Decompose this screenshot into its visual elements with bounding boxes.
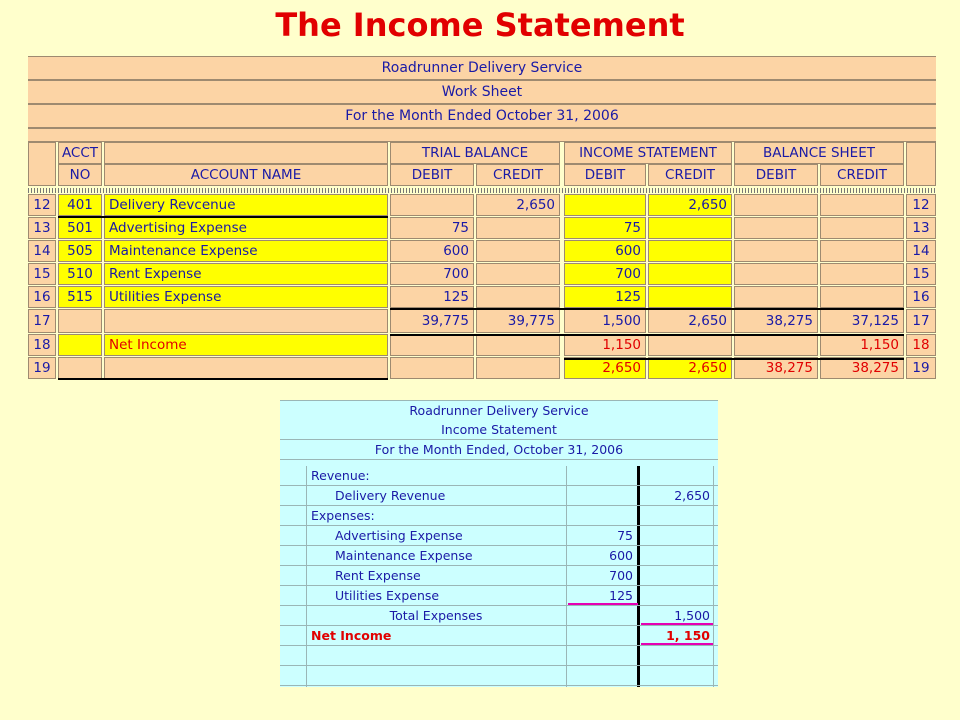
ws-row-14-tbd: 600	[390, 240, 474, 262]
ws-row-15-acct: 510	[58, 263, 102, 285]
is-line-total	[641, 586, 713, 605]
is-line	[280, 486, 718, 506]
ws-right-margin-head	[906, 142, 936, 186]
is-line-label: Delivery Revenue	[335, 488, 446, 503]
ws-rule-under-16	[390, 308, 904, 310]
ws-row-18-bsd	[734, 334, 818, 356]
ws-row-15-bsd	[734, 263, 818, 285]
ws-row-17-name	[104, 309, 388, 333]
ws-head-no: NO	[58, 164, 102, 186]
is-line-amount: 75	[617, 528, 633, 543]
is-line-label	[308, 646, 564, 665]
ws-head-acct: ACCT	[58, 142, 102, 164]
is-line-amount	[568, 486, 636, 505]
ws-row-17-bsc: 37,125	[820, 309, 904, 333]
ws-row-12-bsd	[734, 194, 818, 216]
ws-row-14-bsd	[734, 240, 818, 262]
ws-row-18-acct	[58, 334, 102, 356]
ws-row-13-bsd	[734, 217, 818, 239]
is-line-label: Maintenance Expense	[335, 548, 473, 563]
is-line-amount: 125	[609, 588, 633, 603]
is-line-total: 1,500	[674, 608, 710, 623]
is-line	[280, 586, 718, 606]
ws-row-16-tbd: 125	[390, 286, 474, 308]
ws-head-income-statement: INCOME STATEMENT	[564, 142, 732, 164]
ws-row-18-ln: 18	[28, 334, 56, 356]
is-line-total: 1, 150	[666, 628, 710, 643]
is-line	[280, 666, 718, 686]
ws-row-13-name: Advertising Expense	[104, 217, 388, 239]
ws-row-14-isd: 600	[564, 240, 646, 262]
ws-row-15-ln-right: 15	[906, 263, 936, 285]
ws-row-12-acct: 401	[58, 194, 102, 216]
ws-head-bs-debit: DEBIT	[734, 164, 818, 186]
ws-row-15-isd: 700	[564, 263, 646, 285]
ws-rule-under-17	[390, 334, 904, 336]
is-line-amount	[568, 666, 636, 685]
ws-row-12-ln: 12	[28, 194, 56, 216]
is-line	[280, 506, 718, 526]
ws-row-12-isc: 2,650	[648, 194, 732, 216]
ws-doc-title: Work Sheet	[28, 80, 936, 104]
ws-row-13-ln: 13	[28, 217, 56, 239]
ws-row-14-isc	[648, 240, 732, 262]
is-line-amount	[568, 606, 636, 625]
is-line	[280, 566, 718, 586]
ws-row-19-tbc	[476, 357, 560, 379]
ws-left-margin-head	[28, 142, 56, 186]
ws-row-13-tbd: 75	[390, 217, 474, 239]
is-line-amount	[568, 626, 636, 645]
ws-row-19-isc: 2,650	[648, 357, 732, 379]
ws-row-17-bsd: 38,275	[734, 309, 818, 333]
ws-row-15-tbd: 700	[390, 263, 474, 285]
ws-row-17-isd: 1,500	[564, 309, 646, 333]
ws-row-12-tbc: 2,650	[476, 194, 560, 216]
is-net-double-rule-top	[641, 623, 713, 625]
is-line-total	[641, 526, 713, 545]
is-doc-title: Income Statement	[280, 420, 718, 440]
is-line	[280, 466, 718, 486]
ws-row-12-bsc	[820, 194, 904, 216]
ws-row-19-tbd	[390, 357, 474, 379]
is-company: Roadrunner Delivery Service	[280, 400, 718, 421]
ws-row-18-bsc: 1,150	[820, 334, 904, 356]
is-line-total	[641, 546, 713, 565]
ws-row-18-name: Net Income	[104, 334, 388, 356]
is-line-total	[641, 646, 713, 665]
ws-head-blank	[104, 142, 388, 164]
ws-head-trial-balance: TRIAL BALANCE	[390, 142, 560, 164]
ws-row-19-ln-right: 19	[906, 357, 936, 379]
work-sheet	[28, 56, 936, 386]
is-total-underline	[568, 603, 638, 605]
ws-head-balance-sheet: BALANCE SHEET	[734, 142, 904, 164]
ws-row-16-isc	[648, 286, 732, 308]
ws-head-is-credit: CREDIT	[648, 164, 732, 186]
is-line-total	[641, 506, 713, 525]
ws-row-19-acct	[58, 357, 102, 379]
is-line-label: Net Income	[311, 628, 392, 643]
ws-row-19-bsd: 38,275	[734, 357, 818, 379]
is-line-total	[641, 566, 713, 585]
ws-row-18-isd: 1,150	[564, 334, 646, 356]
is-line-amount	[568, 646, 636, 665]
ws-row-13-tbc	[476, 217, 560, 239]
ws-row-13-bsc	[820, 217, 904, 239]
is-line-label: Total Expenses	[389, 608, 483, 623]
ws-company: Roadrunner Delivery Service	[28, 56, 936, 80]
ws-row-16-isd: 125	[564, 286, 646, 308]
ws-row-15-isc	[648, 263, 732, 285]
ws-row-13-isc	[648, 217, 732, 239]
ws-row-14-acct: 505	[58, 240, 102, 262]
ws-row-15-bsc	[820, 263, 904, 285]
ws-row-19-bsc: 38,275	[820, 357, 904, 379]
ws-row-19-isd: 2,650	[564, 357, 646, 379]
is-line-label: Rent Expense	[335, 568, 421, 583]
ws-row-15-ln: 15	[28, 263, 56, 285]
ws-row-15-name: Rent Expense	[104, 263, 388, 285]
ws-row-14-bsc	[820, 240, 904, 262]
ws-row-16-acct: 515	[58, 286, 102, 308]
ws-row-13-isd: 75	[564, 217, 646, 239]
ws-row-19-ln: 19	[28, 357, 56, 379]
ws-dotted-separator	[28, 188, 936, 193]
ws-row-12-ln-right: 12	[906, 194, 936, 216]
ws-row-15-tbc	[476, 263, 560, 285]
ws-row-18-isc	[648, 334, 732, 356]
is-line	[280, 526, 718, 546]
ws-row-16-name: Utilities Expense	[104, 286, 388, 308]
ws-head-account-name: ACCOUNT NAME	[104, 164, 388, 186]
ws-row-18-tbd	[390, 334, 474, 356]
ws-row-17-tbd: 39,775	[390, 309, 474, 333]
is-line-amount: 700	[609, 568, 633, 583]
ws-spacer	[28, 128, 936, 142]
is-net-double-rule-bottom	[641, 643, 713, 645]
ws-row-12-isd	[564, 194, 646, 216]
ws-period: For the Month Ended October 31, 2006	[28, 104, 936, 128]
is-line	[280, 646, 718, 666]
ws-row-14-name: Maintenance Expense	[104, 240, 388, 262]
is-line-label: Revenue:	[311, 468, 370, 483]
is-line-label	[308, 666, 564, 685]
ws-head-bs-credit: CREDIT	[820, 164, 904, 186]
ws-row-17-tbc: 39,775	[476, 309, 560, 333]
is-line-amount	[568, 506, 636, 525]
is-line-total	[641, 466, 713, 485]
is-line-label: Utilities Expense	[335, 588, 440, 603]
income-statement	[280, 400, 718, 687]
ws-rule-under-12	[58, 216, 388, 218]
is-line-label: Expenses:	[311, 508, 375, 523]
ws-rule-under-19	[58, 378, 388, 380]
ws-row-17-ln-right: 17	[906, 309, 936, 333]
ws-rule-under-18	[564, 358, 904, 360]
is-line-total	[641, 666, 713, 685]
is-line	[280, 546, 718, 566]
ws-row-14-ln: 14	[28, 240, 56, 262]
ws-row-16-ln-right: 16	[906, 286, 936, 308]
ws-row-16-bsc	[820, 286, 904, 308]
is-line-total: 2,650	[674, 488, 710, 503]
ws-row-17-isc: 2,650	[648, 309, 732, 333]
ws-head-tb-credit: CREDIT	[476, 164, 560, 186]
ws-row-16-ln: 16	[28, 286, 56, 308]
ws-row-13-ln-right: 13	[906, 217, 936, 239]
ws-head-tb-debit: DEBIT	[390, 164, 474, 186]
ws-row-13-acct: 501	[58, 217, 102, 239]
ws-row-12-tbd	[390, 194, 474, 216]
ws-head-is-debit: DEBIT	[564, 164, 646, 186]
ws-row-18-ln-right: 18	[906, 334, 936, 356]
ws-row-14-tbc	[476, 240, 560, 262]
page-title: The Income Statement	[275, 6, 685, 44]
ws-row-14-ln-right: 14	[906, 240, 936, 262]
ws-row-17-ln: 17	[28, 309, 56, 333]
is-period: For the Month Ended, October 31, 2006	[280, 440, 718, 460]
ws-row-12-name: Delivery Revcenue	[104, 194, 388, 216]
ws-row-16-tbc	[476, 286, 560, 308]
ws-row-16-bsd	[734, 286, 818, 308]
is-line-label: Advertising Expense	[335, 528, 463, 543]
is-line-amount	[568, 466, 636, 485]
ws-row-17-acct	[58, 309, 102, 333]
is-line-amount: 600	[609, 548, 633, 563]
ws-row-18-tbc	[476, 334, 560, 356]
ws-row-19-name	[104, 357, 388, 379]
